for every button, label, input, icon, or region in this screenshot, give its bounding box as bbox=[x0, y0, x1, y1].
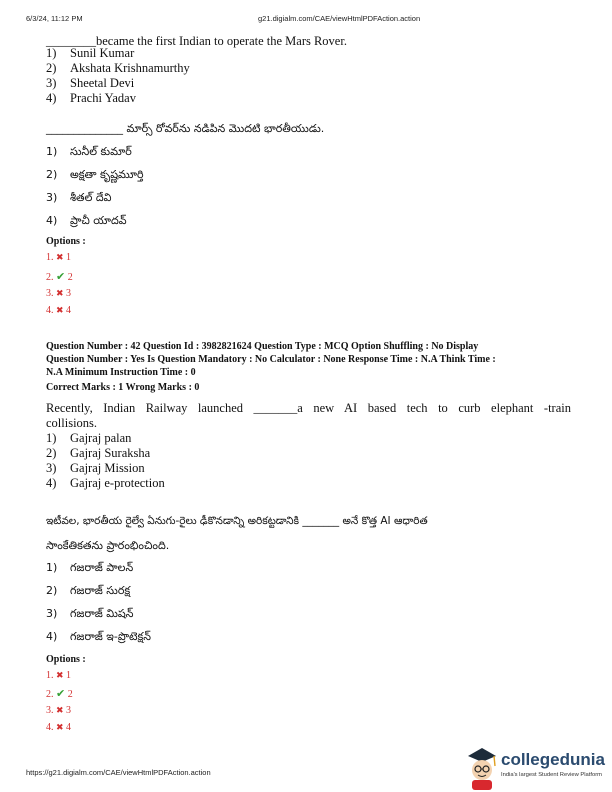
q41-option-en: 2) Akshata Krishnamurthy bbox=[46, 61, 190, 75]
q42-meta-line2: Question Number : Yes Is Question Mandatory : No Calculator : None Response Time : N.A Think Time : bbox=[46, 354, 496, 365]
wrong-icon: ✖ bbox=[56, 305, 64, 315]
q42-answer-option: 3. ✖ 3 bbox=[46, 705, 72, 716]
print-url[interactable]: g21.digialm.com/CAE/viewHtmlPDFAction.action bbox=[258, 14, 421, 23]
q42-marks: Correct Marks : 1 Wrong Marks : 0 bbox=[46, 382, 200, 393]
q42-question-te-cont: సాంకేతికతను ప్రారంభించింది. bbox=[46, 539, 170, 552]
correct-icon: ✔ bbox=[56, 688, 66, 700]
q42-options-label: Options : bbox=[46, 654, 86, 665]
print-datetime: 6/3/24, 11:12 PM bbox=[26, 14, 83, 23]
q41-answer-option: 4. ✖ 4 bbox=[46, 305, 72, 316]
q42-option-en: 4) Gajraj e-protection bbox=[46, 476, 165, 490]
q42-option-en: 2) Gajraj Suraksha bbox=[46, 446, 151, 460]
footer-url[interactable]: https://g21.digialm.com/CAE/viewHtmlPDFAction.action bbox=[26, 768, 211, 777]
wrong-icon: ✖ bbox=[56, 705, 64, 715]
wrong-icon: ✖ bbox=[56, 288, 64, 298]
q42-answer-option: 4. ✖ 4 bbox=[46, 722, 72, 733]
q41-question-en: ________became the first Indian to operate the Mars Rover. bbox=[46, 34, 347, 48]
q41-option-te: 4) ప్రాచీ యాదవ్ bbox=[46, 214, 127, 227]
q42-answer-option: 2. ✔ 2 bbox=[46, 688, 73, 700]
q41-option-en: 4) Prachi Yadav bbox=[46, 91, 136, 105]
q42-option-en: 3) Gajraj Mission bbox=[46, 461, 145, 475]
q41-answer-option: 3. ✖ 3 bbox=[46, 288, 72, 299]
wrong-icon: ✖ bbox=[56, 722, 64, 732]
q41-option-te: 1) సునీల్ కుమార్ bbox=[46, 145, 132, 158]
q41-option-te: 3) శీతల్ దేవి bbox=[46, 191, 112, 204]
q41-answer-option: 2. ✔ 2 bbox=[46, 271, 73, 283]
collegedunia-logo bbox=[464, 744, 612, 792]
q41-options-label: Options : bbox=[46, 236, 86, 247]
q42-option-en: 1) Gajraj palan bbox=[46, 431, 132, 445]
q42-option-te: 1) గజరాజ్ పాలన్ bbox=[46, 561, 134, 574]
q42-question-te: ఇటీవల, భారతీయ రైల్వే ఏనుగు-రైలు ఢీకొనడాన్ని అరికట్టడానికి _______ అనే కొత్త AI ఆధారిత bbox=[46, 515, 428, 527]
q42-option-te: 4) గజరాజ్ ఇ-ప్రొటెక్షన్ bbox=[46, 630, 152, 643]
q41-answer-option: 1. ✖ 1 bbox=[46, 252, 72, 263]
logo-name: collegedunia bbox=[501, 750, 605, 769]
q42-meta-line1: Question Number : 42 Question Id : 3982821624 Question Type : MCQ Option Shuffling : No Display bbox=[46, 341, 479, 352]
wrong-icon: ✖ bbox=[56, 670, 64, 680]
q42-question-en: Recently, Indian Railway launched _______a new AI based tech to curb elephant -train bbox=[46, 401, 571, 415]
mascot-icon bbox=[464, 744, 500, 790]
q41-option-en: 3) Sheetal Devi bbox=[46, 76, 135, 90]
logo-tagline: India's largest Student Review Platform bbox=[501, 772, 602, 778]
wrong-icon: ✖ bbox=[56, 252, 64, 262]
q41-option-te: 2) అక్షతా కృష్ణమూర్తి bbox=[46, 168, 144, 181]
q41-option-en: 1) Sunil Kumar bbox=[46, 46, 135, 60]
q42-option-te: 2) గజరాజ్ సురక్ష bbox=[46, 584, 131, 597]
correct-icon: ✔ bbox=[56, 271, 66, 283]
q41-question-te: ______________ మార్స్ రోవర్‌ను నడిపిన మొదటి భారతీయుడు. bbox=[46, 122, 325, 135]
q42-meta-line3: N.A Minimum Instruction Time : 0 bbox=[46, 367, 196, 378]
q42-option-te: 3) గజరాజ్ మిషన్ bbox=[46, 607, 134, 620]
q42-question-en-cont: collisions. bbox=[46, 416, 98, 430]
q42-answer-option: 1. ✖ 1 bbox=[46, 670, 72, 681]
